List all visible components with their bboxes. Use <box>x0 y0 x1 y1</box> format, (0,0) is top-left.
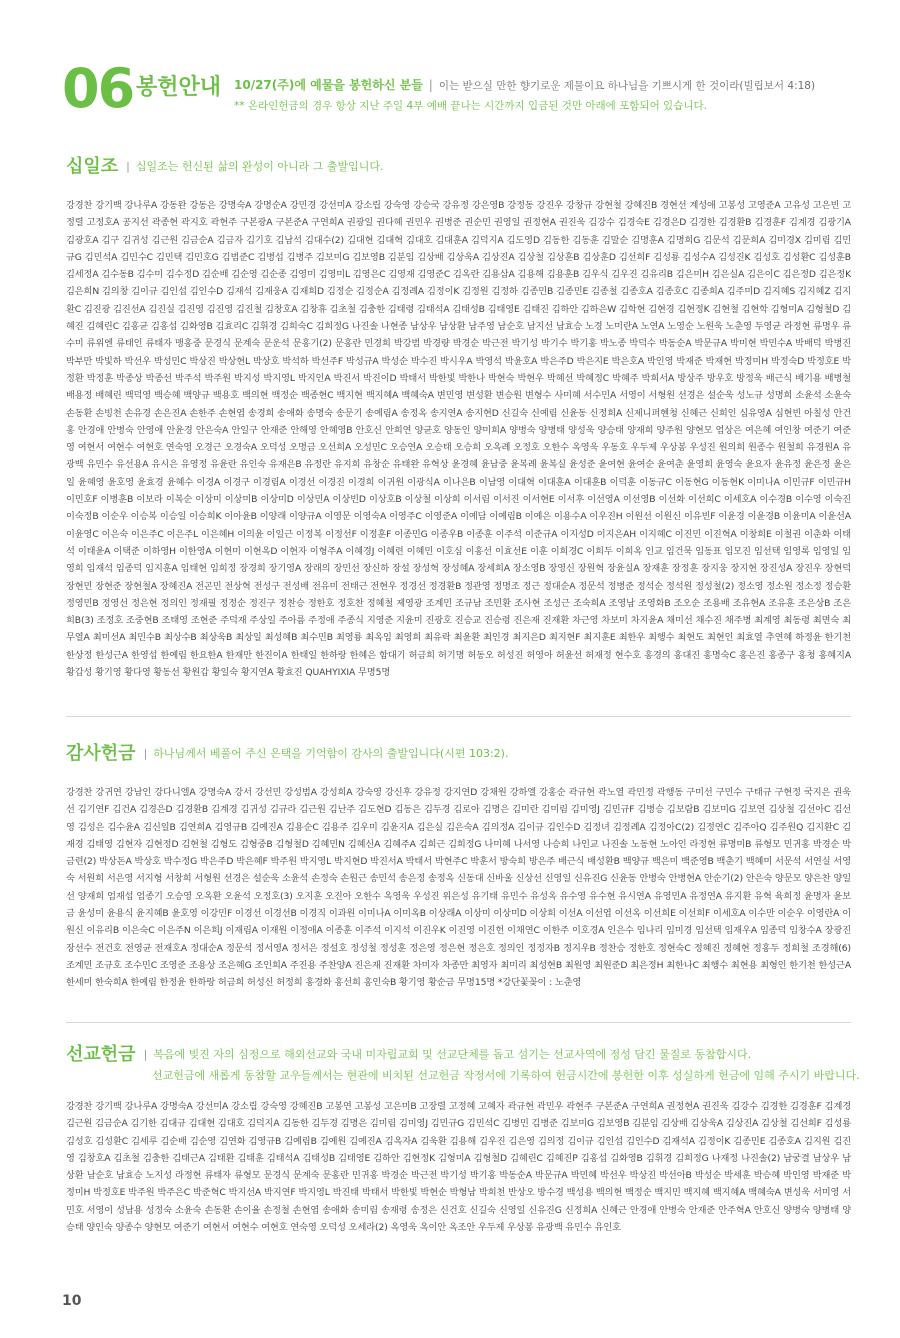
online-note: ** 온라인헌금의 경우 항상 지난 주일 4부 예배 끝나는 시간까지 입금된 것만 아래에 포함되어 있습니다. <box>234 100 707 112</box>
mission-description-2: 선교헌금에 새롭게 동참할 교우들께서는 현관에 비치된 선교헌금 작정서에 기록하여 헌금시간에 봉헌한 이후 성실하게 헌금에 임해 주시기 바랍니다. <box>152 1069 860 1082</box>
tithe-title: 십일조 <box>66 156 119 177</box>
section-divider <box>66 1022 851 1023</box>
offering-date: 10/27(주)에 예물을 봉헌하신 분들 <box>234 78 423 92</box>
separator: | <box>143 747 148 760</box>
separator: | <box>428 78 433 92</box>
tithe-section <box>66 155 851 681</box>
bible-verse: 이는 받으실 만한 향기로운 제물이요 하나님을 기쁘시게 한 것이라(빌립보서 4:18) <box>438 80 816 92</box>
separator: | <box>126 160 130 173</box>
section-divider <box>66 716 851 717</box>
page-title: 봉헌안내 <box>136 75 222 100</box>
thanks-title: 감사헌금 <box>66 743 136 764</box>
tithe-names: 강경찬 강기백 강나루A 강동완 강동은 강명숙A 강명순A 강민경 강선미A 강소립 강숙영 강승국 강유정 강은영B 강정동 강진우 강창규 강현철 강혜진B 경현선 계성애 고봉성 고영준A 고유성 고은빈 고정렬 고정호A 공지선 곽종현 곽지호 곽현주 구본광A 구본준A 구연희A 권광일 권다혜 권민우 권병준 권순민 권영일 권정현A 권진욱 김강수 김경숙E 김경은D 김경한 김경환B 김경훈F 김계경 김광기A 김광호A 김구 김귀성 김근원 김금순A 김금자 김기호 김남석 김대수(2) 김대현 김대혁 김대호 김대훈A 김덕지A 김도영D 김동한 김동훈 김말순 김명훈A 김명희G 김문석 김문희A 김미경X 김미림 김민규G 김민석A 김민수C 김민택 김민호G 김범준C 김병섭 김병주 김보미G 김보영B 김분임 김상배 김상욱A 김상진A 김상철 김상훈B 김상훈D 김선희F 김성룡 김성수A 김성진K 김성호 김성환C 김성훈B 김세정A 김수동B 김수미 김수정D 김순배 김순영 김순종 김영미 김영미L 김영은C 김영재 김영준C 김옥란 김용삼A 김용해 김용훈B 김우식 김우진 김유리B 김은미H 김은실A 김은이C 김은정D 김은정K 김은희N 김의창 김이규 김인섭 김인수D 김재석 김재웅A 김재희D 김정순 김정순A 김정례A 김정이K 김정원 김정하 김종민B 김종민E 김종철 김종호A 김종호C 김종희A 김주미D 김지혜S 김지혜Z 김지환C 김진광 김진선A 김진실 김진영 김진영 김진철 김창호A 김창휴 김초철 김충한 김태령 김태석A 김태성B 김태영E 김태진 김하안 김하은W 김학현 김현경 김현정K 김현철 김현학 김형미A 김형철D 김혜진 김혜린C 김홍균 김홍섭 김화영B 김효리C 김휘경 김희숙C 김희정G 나진솔 나현종 남상우 남상환 남주영 남순호 남지선 남효승 노경 노미란A 노연A 노영순 노원욱 노춘영 두영균 라정현 류명우 류수미 류위엔 류태인 류태자 맹홍중 문경식 문계숙 문운석 문홍기(2) 문홍란 민경희 박강범 박경량 박경순 박근전 박기성 박기수 박기홍 박노종 박덕수 박동순A 박문규A 박미현 박민수A 박배덕 박병진 박부만 박빛하 박선우 박성민C 박상진 박상현L 박상호 박석하 박선주F 박성규A 박성순 박수진 박시우A 박영석 박윤호A 박은주D 박은지E 박은호A 박인영 박재준 박재현 박정미H 박정숙D 박정호E 박정환 박정훈 박종상 박종선 박주석 박주원 박지성 박지영L 박지인A 박진서 박진이D 박태서 박한빛 박한나 박현숙 박현우 박혜선 박혜정C 박혜주 박희서A 방상주 방우호 방정욱 배근식 배기용 배병철 배용정 배혜린 백덕영 백승혜 백양규 백용호 백의현 백정순 백종현C 백지현 백지혜A 백혜숙A 변민영 변성환 변승원 변형수 사미혜 서수민A 서영이 서형원 선경은 설순욱 성노규 성명희 소윤석 소윤숙 손동환 손빙천 손유경 손은진A 손한주 손현엽 송경희 송애화 송명숙 송문기 송예림A 송정옥 송지연A 송지현D 신길숙 신예림 신윤동 신정희A 신제니퍼헨청 신혜근 신희인 심유영A 심현빈 아칠성 안건홍 안경애 안병숙 안영애 안윤경 안은숙A 안일구 안재준 안해영 안혜영B 안호신 안희연 양균호 양동인 양미희A 양병숙 양병태 양성욱 양승태 양재희 양주원 양현모 엄상은 여은혜 여인창 여준기 여준영 여현서 여현수 여현호 연숙영 오경근 오경숙A 오덕성 오명금 오선희A 오성민C 오승연A 오승태 오승희 오옥례 오정호 오한수 옥영욱 우동호 우두제 우상봉 우성진 원의희 원종수 원철희 유경원A 유광백 유민수 유선용A 유시은 유영정 유윤란 유인숙 유재은B 유정란 유지희 유창순 유태완 유혁상 윤경혜 윤남중 윤복례 윤복실 윤성준 윤여현 윤여순 윤여춘 윤영희 윤영숙 윤요자 윤유정 윤은정 윤은일 윤혜영 윤호영 윤효경 윤혜수 이경A 이경구 이경림A 이경선 이경진 이경희 이귀원 이광식A 이나은B 이남영 이대혁 이대훈A 이대훈B 이덕훈 이동규C 이동현G 이동현K 이미나A 이민규F 이민규H 이민호F 이병훈B 이보라 이복순 이상미 이상미B 이상미D 이상민A 이상빈D 이상호B 이상철 이상희 이서림 이서진 이서현E 이서후 이선영A 이선영B 이선화 이선희C 이세호A 이수경B 이수영 이숙진 이숙정B 이순우 이승복 이승일 이승희K 이아윤B 이양래 이양규A 이영문 이영숙A 이영주C 이영준A 이예담 이예림B 이예은 이용수A 이우진H 이원선 이원신 이유빈F 이윤경 이윤경B 이윤미A 이윤선A 이윤영C 이은숙 이은주C 이은주L 이은혜H 이의윤 이일근 이정복 이정선F 이정훈F 이종민G 이종우B 이종훈 이주석 이준규A 이지성D 이지은AH 이지혜C 이진민 이진혁A 이창희E 이철권 이춘화 이태석 이태윤A 이택준 이하영H 이한영A 이현미 이현옥D 이현자 이형주A 이혜경J 이혜련 이혜민 이호심 이홍선 이효선E 이훈 이희경C 이희두 이희옥 인교 임건묵 임동표 임모진 임선택 임영록 임영일 임영희 임재석 임종덕 임지훈A 임태현 임희정 장경희 장기영A 장래의 장민선 장신하 장설 장성혁 장성혜A 장세희A 장소영B 장영신 장원혁 장윤실A 장재훈 장정훈 장지웅 장지현 장진성A 장진우 장현덕 장현민 장현준 장현철A 장혜진A 전곤민 전상혁 전성구 전성배 전유미 전태근 전현우 정경선 정경환B 정관영 정명조 정근 정대순A 정문석 정병준 정석순 정석원 정성철(2) 정소영 정소원 정소정 정승환 정영민B 정영선 정은현 정의인 정재필 정정순 정진구 정찬승 정한호 정호찬 정혜철 제영광 조계민 조규남 조민환 조사현 조성근 조숙희A 조영남 조영화B 조오순 조용배 조유현A 조유훈 조은상B 조은희B(3) 조정호 조중현B 조태영 조현준 주덕재 주상일 주아름 주정애 주종식 지영준 지윤미 진광호 진승교 진승령 진은재 진재환 차근영 차보미 차지윤A 채미선 채수진 채주병 최계영 최동령 최면숙 최무열A 최미선A 최민수B 최상수B 최상욱B 최상일 최성혜B 최수민B 최영룡 최옥임 최영희 최유락 최윤환 최인경 최지은D 최지현F 최지훈E 최한우 최행수 최현도 최현인 최효열 추연혜 하정윤 한기천 한상정 한성근A 한영섭 한예림 한요한A 한재만 한진이A 한태일 한하랑 한혜은 함대기 허금희 허기명 허동오 허성진 허영아 허윤선 허재정 현수호 홍경의 홍대진 홍명숙C 홍은진 홍종구 홍청 홍혜지A 황갑성 황기영 황다영 황동선 황원갑 황일숙 황지연A 황효진 QUAHYIXIA 무명5명 <box>66 200 851 679</box>
mission-header <box>66 1043 851 1067</box>
mission-section <box>66 1043 860 1236</box>
page-number: 10 <box>62 1293 82 1309</box>
offering-header <box>62 56 852 126</box>
thanks-names: 강경찬 강귀연 강남인 강다니엘A 강명숙A 강서 강선민 강성범A 강성희A 강숙영 강신후 강유정 강지연D 강채원 강하엘 강홍순 곽규현 곽노열 곽민정 곽행동 구미선 구민수 구태규 구현정 국지은 권욱선 김기연F 김건A 김경은D 김경환B 김계경 김귀성 김규라 김근원 김난주 김도현D 김동은 김두경 김로아 김명은 김미란 김미림 김미영J 김민규F 김병승 김보람B 김보미G 김보연 김상철 김선아C 김선영 김성은 김수윤A 김신일B 김연희A 김영규B 김예진A 김용순C 김용주 김우미 김윤지A 김은실 김은숙A 김의정A 김이규 김인수D 김정녀 김정례A 김정아C(2) 김정연C 김주아Q 김주원Q 김지환C 김재경 김태영 김현자 김현정D 김현철 김형도 김형중B 김형철D 김혜민N 김혜신A 김혜주A 김희근 김희정G 나미혜 나서영 나승희 나인교 나진솔 노동현 노아인 라정현 류명미B 류형모 민귀홍 박경순 박금련(2) 박상돈A 박상호 박수정G 박은주D 박은혜F 박주원 박지영L 박지현D 박진서A 박태서 박현주C 박훈서 방숙희 방은주 배근식 배성환B 백양규 백은미 백준영B 백춘기 백혜미 서문석 서연실 서영숙 서원희 서은영 서지형 서창희 서형원 선경은 설순욱 소윤석 손정숙 손원근 송민석 송은정 송정옥 신동대 신바울 신상선 신영일 신유진G 신윤동 안병숙 안병현A 안순기(2) 안은숙 양문모 양은찬 양일선 양재희 엄재섭 엄종기 오승영 오옥환 오윤석 오정호(3) 오지훈 오진아 오한수 옥영욱 우성진 위은성 유기태 유민수 유성옥 유수영 유수현 유시연A 유영민A 유정연A 유지환 유혁 육희정 윤명자 윤보금 윤성미 윤용식 윤지혜B 윤호영 이강민F 이경선 이경선B 이경직 이과원 이미나A 이미옥B 이상래A 이상미 이상미D 이상희 이선A 이선엽 이선옥 이선희E 이선희F 이세호A 이수만 이순우 이영란A 이원신 이유리B 이은숙C 이은주N 이은희J 이재림A 이재원 이정애A 이종훈 이주석 이지석 이진우K 이진영 이진헌 이채연C 이한주 이호경A 인은수 임나리 임미경 임선택 임재우A 임종덕 임창수A 장광진 장선수 전건호 전영균 전재호A 정대순A 정문석 정서영A 정서은 정설호 정성철 정성훈 정은영 정은현 정은호 정의인 정정자B 정지우B 정찬승 정한호 정현숙C 정혜진 정혜현 정홍두 정희철 조경해(6) 조계민 조규호 조수민C 조영준 조용상 조은혜G 조인희A 주진용 주찬양A 진은재 진재환 차미자 차종만 최영자 최미리 최성현B 최원영 최원준D 최은정H 최한나C 최행수 최현용 최형인 한기천 한성근A 한세미 한숙희A 한예림 한정윤 한하랑 허금희 허성신 허정희 홍경화 홍선희 홍인숙B 황기영 황순금 무명15명 *강단꽃꽂이 : 노춘영 <box>66 787 851 989</box>
tithe-header <box>66 155 851 179</box>
separator: | <box>143 1048 148 1061</box>
tithe-description: 십일조는 헌신된 삶의 완성이 아니라 그 출발입니다. <box>135 160 384 173</box>
thanks-description: 하나님께서 베풀어 주신 은택을 기억함이 감사의 출발입니다(시편 103:2). <box>153 747 509 760</box>
thanks-section <box>66 742 851 992</box>
header-line <box>234 77 815 94</box>
mission-title: 선교헌금 <box>66 1044 136 1065</box>
mission-description: 복음에 빚진 자의 심정으로 해외선교와 국내 미자립교회 및 선교단체를 돕고 섬기는 선교사역에 정성 담긴 물질로 동참합시다. <box>153 1048 752 1061</box>
section-number: 06 <box>62 57 134 120</box>
mission-names: 강경찬 강기백 강나루A 강명숙A 강선미A 강소립 강숙영 강혜진B 고봉연 고봉성 고은미B 고장렬 고정혜 고혜자 곽규현 곽민우 곽현주 구본준A 구연희A 권정현A 권진욱 김강수 김경한 김경훈F 김계경 김근원 김금순A 김기한 김대규 김대현 김대호 김덕지A 김동한 김두경 김명은 김미림 김미영J 김민규G 김민석C 김병민 김병준 김보미G 김보영B 김분임 김상배 김상욱A 김상진A 김상철 김선희F 김성룡 김성호 김성환C 김세루 김순배 김순영 김연화 김영규B 김예림B 김예원 김예진A 김옥자A 김욱환 김용해 김우진 김은영 김의정 김이규 김인섭 김인수D 김재석A 김정이K 김종민E 김종호A 김지원 김진영 김창호A 김초철 김충한 김태근A 김태환 김태훈 김태석A 김태성B 김태영E 김하안 김현정K 김형미A 김형철D 김혜린C 김혜진P 김홍섭 김화영B 김휘경 김희정G 나재정 나진솔(2) 남궁결 남상우 남상환 남순호 남효승 노지성 라정현 류태자 류형모 문경식 문계숙 문홍란 민귀홍 박경순 박근전 박기성 박기홍 박동순A 박문규A 박민혜 박선우 박상진 박선아B 박성순 박세훈 박승혜 박인영 박재준 박정미H 박정호E 박주원 박주은C 박준혁C 박지선A 박지연F 박지영L 박진태 박태서 박한빛 박현순 박형남 박희천 반상오 방수경 백성용 백의현 백정순 백지민 백지혜 백지혜A 백혜숙A 변성욱 서미영 서민호 서영이 성남용 성정숙 소윤숙 손동환 손이율 손정철 손현엽 송애화 송미림 송재령 송정은 신건호 신길숙 신영일 신유진G 신정희A 신혜근 안경애 안병숙 안재준 안주혁A 안호신 양병숙 양병태 양승태 양인숙 양종수 양현모 여준기 여현서 여현수 여현호 연숙영 오덕성 오세라(2) 옥영욱 옥이안 옥조안 우두제 우상봉 유광백 유민수 유인호 <box>66 1101 851 1234</box>
thanks-header <box>66 742 851 766</box>
